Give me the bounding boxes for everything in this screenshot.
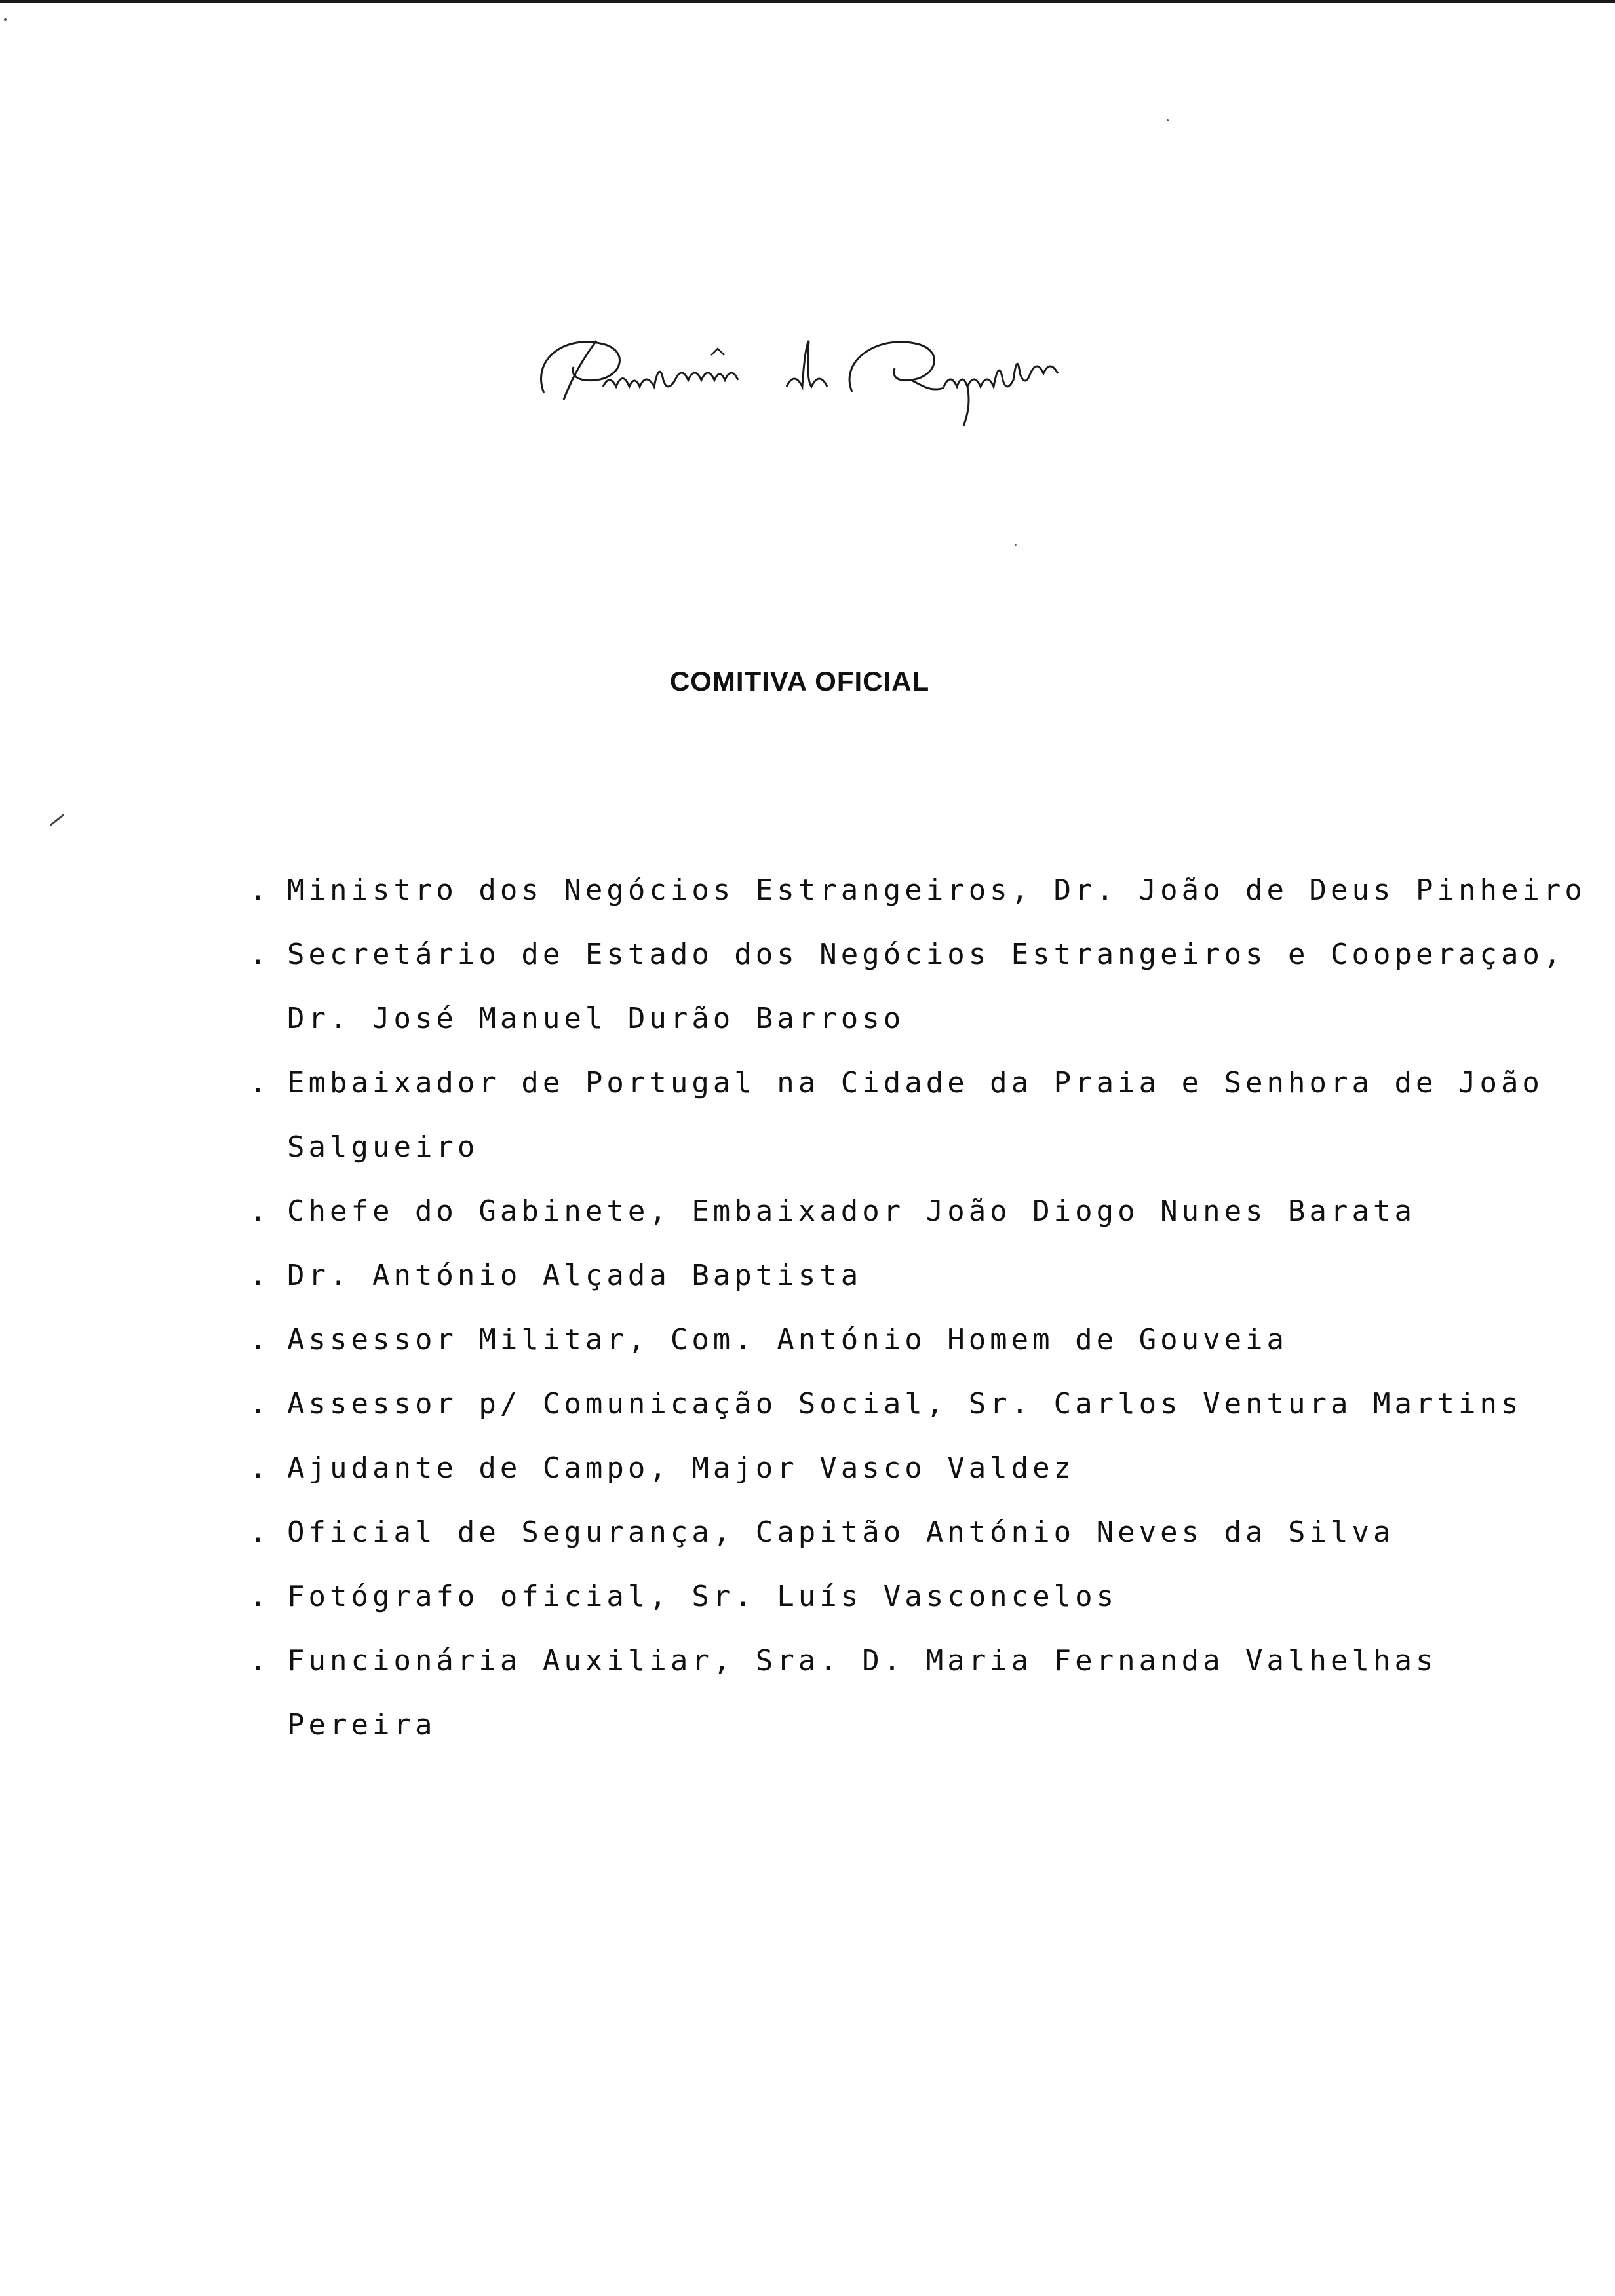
list-bullet: . bbox=[249, 1323, 271, 1356]
margin-pen-mark bbox=[50, 814, 64, 826]
member-text-continuation: Pereira bbox=[287, 1708, 437, 1742]
delegation-member bbox=[249, 1179, 1494, 1244]
list-bullet: . bbox=[249, 1516, 271, 1549]
list-bullet: . bbox=[249, 873, 271, 907]
member-text: Dr. António Alçada Baptista bbox=[287, 1259, 863, 1292]
delegation-member bbox=[249, 858, 1586, 923]
delegation-member bbox=[249, 1629, 1494, 1757]
list-bullet: . bbox=[249, 1451, 271, 1485]
delegation-member bbox=[249, 923, 1565, 1051]
member-text: Funcionária Auxiliar, Sra. D. Maria Fernanda Valhelhas bbox=[287, 1644, 1437, 1677]
delegation-member bbox=[249, 1308, 1494, 1372]
member-text: Fotógrafo oficial, Sr. Luís Vasconcelos bbox=[287, 1580, 1118, 1613]
list-bullet: . bbox=[249, 1580, 271, 1613]
delegation-member bbox=[249, 1372, 1523, 1436]
list-bullet: . bbox=[249, 1066, 271, 1100]
scan-speck bbox=[4, 18, 7, 21]
top-edge-rule bbox=[0, 0, 1615, 3]
scan-speck bbox=[1015, 544, 1017, 546]
letterhead-logo bbox=[524, 315, 1088, 426]
delegation-list bbox=[249, 858, 1586, 1757]
list-bullet: . bbox=[249, 1387, 271, 1421]
member-text: Chefe do Gabinete, Embaixador João Diogo Nunes Barata bbox=[287, 1195, 1416, 1228]
member-text: Ajudante de Campo, Major Vasco Valdez bbox=[287, 1451, 1076, 1485]
member-text: Oficial de Segurança, Capitão António Neves da Silva bbox=[287, 1516, 1395, 1549]
list-bullet: . bbox=[249, 1195, 271, 1228]
scan-speck bbox=[1167, 119, 1169, 121]
letterhead-script-image bbox=[524, 315, 1088, 426]
member-text: Secretário de Estado dos Negócios Estrangeiros e Cooperaçao, bbox=[287, 938, 1565, 971]
member-text: Ministro dos Negócios Estrangeiros, Dr. João de Deus Pinheiro bbox=[287, 873, 1586, 907]
list-bullet: . bbox=[249, 1644, 271, 1677]
member-text: Assessor p/ Comunicação Social, Sr. Carlos Ventura Martins bbox=[287, 1387, 1523, 1421]
delegation-member bbox=[249, 1501, 1494, 1565]
delegation-member bbox=[249, 1565, 1494, 1629]
delegation-member bbox=[249, 1436, 1494, 1501]
delegation-member bbox=[249, 1244, 1494, 1308]
member-text-continuation: Salgueiro bbox=[287, 1130, 479, 1164]
delegation-member bbox=[249, 1051, 1544, 1179]
member-text: Embaixador de Portugal na Cidade da Praia e Senhora de João bbox=[287, 1066, 1544, 1100]
member-text-continuation: Dr. José Manuel Durão Barroso bbox=[287, 1002, 905, 1035]
member-text: Assessor Militar, Com. António Homem de Gouveia bbox=[287, 1323, 1289, 1356]
list-bullet: . bbox=[249, 938, 271, 971]
list-bullet: . bbox=[249, 1259, 271, 1292]
document-title: COMITIVA OFICIAL bbox=[669, 666, 930, 697]
